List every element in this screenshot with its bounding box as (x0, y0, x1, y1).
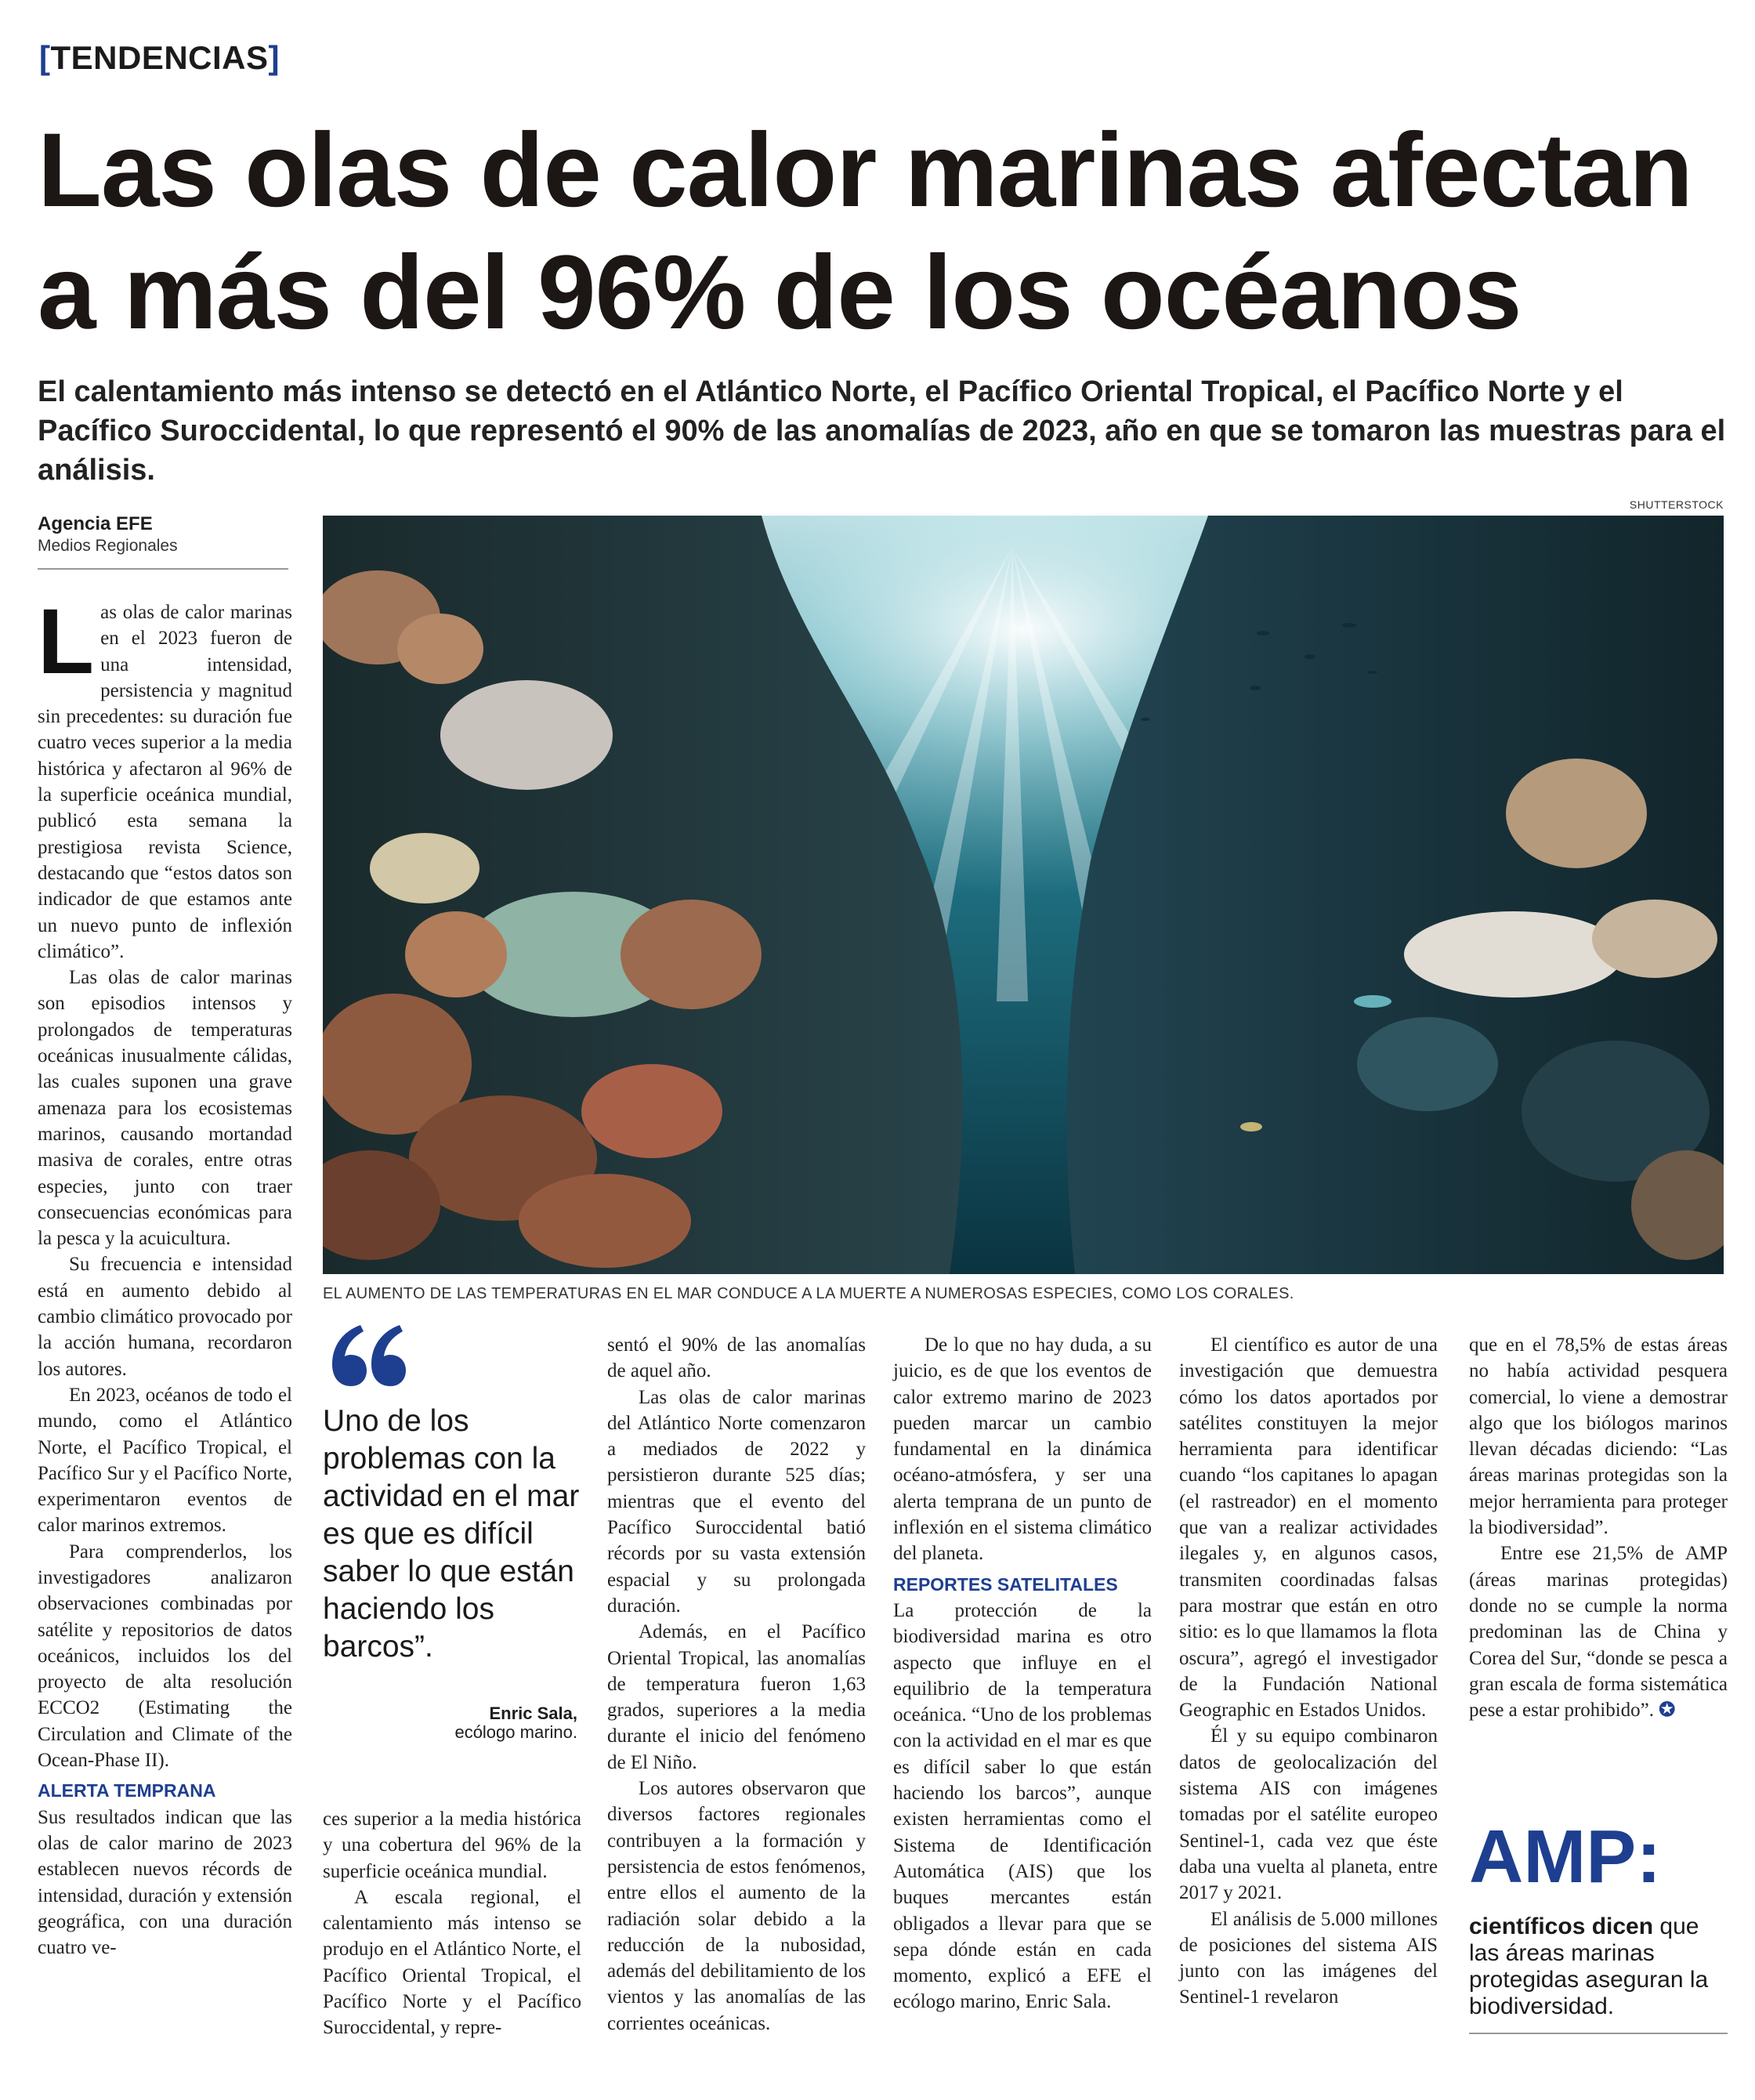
article-column-4 (893, 1332, 1152, 2015)
paragraph: El análisis de 5.000 millones de posiciones del sistema AIS junto con las imágenes del Sentinel-1 revelaron (1179, 1908, 1438, 2008)
photo-credit: SHUTTERSTOCK (1629, 498, 1724, 511)
paragraph: Las olas de calor marinas son episodios intensos y prolongados de temperaturas oceánicas inusualmente cálidas, las cuales suponen una grave amenaza para los ecosistemas marinos, causando mortandad masiva de corales, entre otras especies, junto con traer consecuencias económicas para la pesca y la acuicultura. (38, 967, 292, 1250)
paragraph-text: Entre ese 21,5% de AMP (áreas marinas protegidas) donde no se cumple la norma predominan las de China y Corea del Sur, “donde se pesca a gran escala de forma sistemática pese a estar prohibido”. (1469, 1543, 1728, 1722)
paragraph-text: as olas de calor marinas en el 2023 fueron de una intensidad, persistencia y magnitud sin precedentes: su duración fue cuatro veces superior a la media histórica y afectaron al 96% de la superficie oceánica mundial, publicó esta semana la prestigiosa revista Science, destacando que “estos datos son indicador de que estamos ante un nuevo punto de inflexión climático”. (38, 602, 292, 962)
paragraph: La protección de la biodiversidad marina es otro aspecto que influye en el equilibrio de la temperatura oceánica. “Uno de los problemas con la actividad en el mar es que es difícil saber lo que están haciendo los barcos”, aunque existen herramientas como el Sistema de Identificación Automática (AIS) que los buques mercantes están obligados a llevar para que se sepa dónde están en cada momento, explicó a EFE el ecólogo marino, Enric Sala. (893, 1599, 1152, 2013)
paragraph (38, 590, 292, 965)
article-column-3 (607, 1332, 866, 2037)
quote-author-name: Enric Sala, (489, 1704, 577, 1723)
amp-text (1469, 1914, 1728, 2034)
article-column-6 (1469, 1332, 1728, 1723)
paragraph: Su frecuencia e intensidad está en aumento debido al cambio climático provocado por la acción humana, recordaron los autores. (38, 1254, 292, 1380)
byline-outlet: Medios Regionales (38, 537, 178, 555)
photo-caption: EL AUMENTO DE LAS TEMPERATURAS EN EL MAR CONDUCE A LA MUERTE A NUMEROSAS ESPECIES, COMO LOS CORALES. (323, 1285, 1294, 1302)
paragraph: Para comprenderlos, los investigadores analizaron observaciones combinadas por satélite y repositorios de datos oceánicos, incluidos los del proyecto de alta resolución ECCO2 (Estimating the Circulation and Climate of the Ocean-Phase II). (38, 1541, 292, 1772)
bracket-right: ] (268, 39, 280, 76)
coral-reef-photo (323, 516, 1724, 1274)
paragraph: sentó el 90% de las anomalías de aquel año. (607, 1334, 866, 1382)
paragraph: Él y su equipo combinaron datos de geolocalización del sistema AIS con imágenes tomadas por el satélite europeo Sentinel-1, cada vez que éste daba una vuelta al planeta, entre 2017 y 2021. (1179, 1725, 1438, 1904)
coral-reef-illustration (323, 516, 1724, 1274)
paragraph (1469, 1541, 1728, 1723)
paragraph: En 2023, océanos de todo el mundo, como el Atlántico Norte, el Pacífico Tropical, el Pacífico Sur y el Pacífico Norte, experimentaron eventos de calor marinos extremos. (38, 1384, 292, 1537)
amp-text-bold: científicos dicen (1469, 1914, 1654, 1939)
section-tag (39, 39, 280, 77)
paragraph: ces superior a la media histórica y una cobertura del 96% de la superficie oceánica mundial. (323, 1809, 581, 1882)
amp-title: AMP: (1469, 1815, 1662, 1899)
article-column-5 (1179, 1332, 1438, 2011)
paragraph: Las olas de calor marinas del Atlántico Norte comenzaron a mediados de 2022 y persistieron durante 525 días; mientras que el evento del Pacífico Suroccidental batió récords por su vasta extensión espacial y su prolongada duración. (607, 1386, 866, 1617)
article-column-1 (38, 590, 292, 1961)
amp-fact-box (1469, 1815, 1728, 2034)
paragraph: El científico es autor de una investigación que demuestra cómo los datos aportados por satélites constituyen la mejor herramienta para identificar cuando “los capitanes lo apagan (el rastreador) en el momento que van a realizar actividades ilegales y, en algunos casos, transmiten coordinadas falsas para mostrar que están en otro sitio: es lo que llamamos la flota oscura”, agregó el investigador de la Fundación National Geographic en Estados Unidos. (1179, 1334, 1438, 1722)
quote-mark-icon (327, 1320, 406, 1395)
paragraph: Los autores observaron que diversos factores regionales contribuyen a la formación y persistencia de estos fenómenos, entre ellos el aumento de la radiación solar debido a la reducción de la nubosidad, además del debilitamiento de los vientos y las anomalías de las corrientes oceánicas. (607, 1778, 866, 2034)
end-mark-icon: ✪ (1659, 1700, 1676, 1722)
paragraph: Además, en el Pacífico Oriental Tropical, las anomalías de temperatura fueron 1,63 grados, superiores a la media durante el inicio del fenómeno de El Niño. (607, 1621, 866, 1773)
paragraph: que en el 78,5% de estas áreas no había actividad pesquera comercial, lo viene a demostrar algo que los biólogos marinos llevan décadas diciendo: “Las áreas marinas protegidas son la mejor herramienta para proteger la biodiversidad”. (1469, 1334, 1728, 1539)
quote-author-role: ecólogo marino. (454, 1722, 577, 1742)
pull-quote-author (323, 1704, 577, 1742)
subheadline: El calentamiento más intenso se detectó en el Atlántico Norte, el Pacífico Oriental Tropical, el Pacífico Norte y el Pacífico Suroccidental, lo que representó el 90% de las anomalías de 2023, año en que se tomaron las muestras para el análisis. (38, 375, 1726, 487)
amp-text-rest: que las áreas marinas protegidas aseguran la biodiversidad. (1469, 1914, 1709, 2019)
paragraph: De lo que no hay duda, a su juicio, es de que los eventos de calor extremo marino de 2023 pueden marcar un cambio fundamental en la dinámica océano-atmósfera, y ser una alerta temprana de un punto de inflexión en el sistema climático del planeta. (893, 1334, 1152, 1565)
byline-agency: Agencia EFE (38, 513, 153, 534)
subhead-alerta-temprana: ALERTA TEMPRANA (38, 1780, 216, 1801)
headline: Las olas de calor marinas afectan a más del 96% de los océanos (38, 112, 1692, 351)
section-tag-label: TENDENCIAS (50, 39, 269, 76)
dropcap-letter: L (38, 590, 95, 693)
byline (38, 513, 288, 570)
pull-quote-text: Uno de los problemas con la actividad en el mar es que es difícil saber lo que están haciendo los barcos”. (323, 1404, 580, 1664)
paragraph: A escala regional, el calentamiento más intenso se produjo en el Atlántico Norte, el Pacífico Oriental Tropical, el Pacífico Norte y el Pacífico Suroccidental, y repre- (323, 1886, 581, 2039)
paragraph: Sus resultados indican que las olas de calor marino de 2023 establecen nuevos récords de intensidad, duración y extensión geográfica, con una duración cuatro ve- (38, 1806, 292, 1959)
article-column-2 (323, 1806, 581, 2041)
subhead-reportes-satelitales: REPORTES SATELITALES (893, 1573, 1118, 1595)
bracket-left: [ (39, 39, 51, 76)
